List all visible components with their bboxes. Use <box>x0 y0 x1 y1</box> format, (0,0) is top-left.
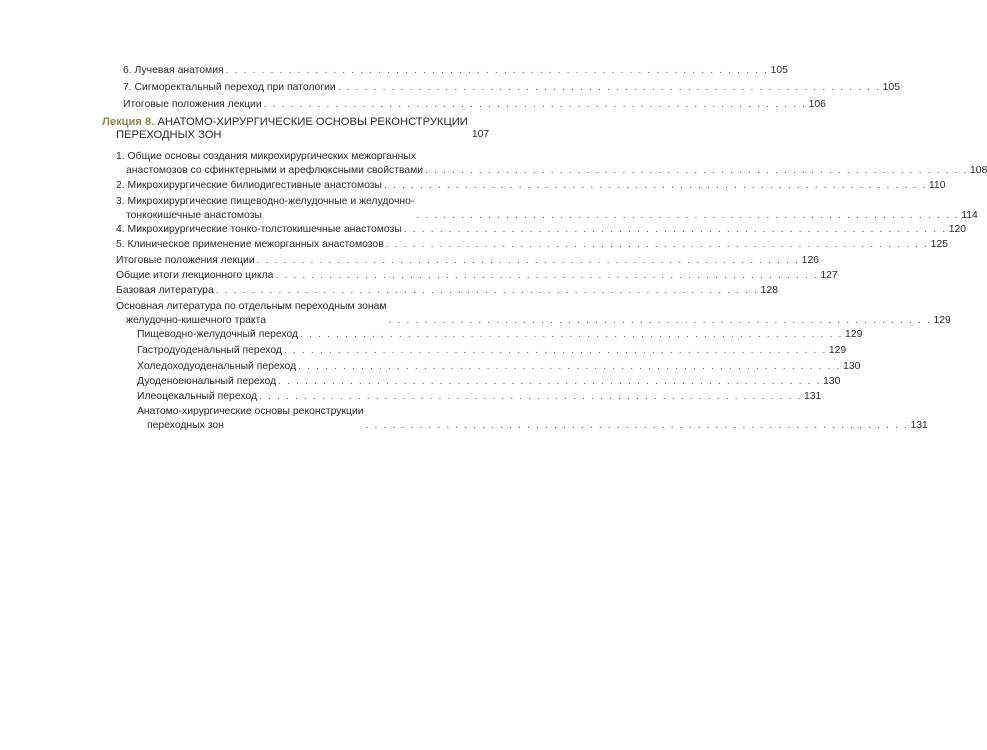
toc-subentry-title: Илеоцекальный переход <box>137 391 258 402</box>
dot-leader: . . . . . . . . . . . . . . . . . . . . . . . . . . . . . . . . . . . . . . . . . . . . . . . . . . . . . . . . . . . . . <box>403 224 947 235</box>
dot-leader: . . . . . . . . . . . . . . . . . . . . . . . . . . . . . . . . . . . . . . . . . . . . . . . . . . . . . . . . . . . . . <box>215 285 759 296</box>
dot-leader: . . . . . . . . . . . . . . . . . . . . . . . . . . . . . . . . . . . . . . . . . . . . . . . . . . . . . . . . . . . . . <box>263 99 807 110</box>
dot-leader: . . . . . . . . . . . . . . . . . . . . . . . . . . . . . . . . . . . . . . . . . . . . . . . . . . . . . . . . . . . . . <box>278 376 822 387</box>
toc-entry-title-cont: желудочно-кишечного тракта <box>126 315 266 326</box>
toc-entry-page: 125 <box>930 239 948 250</box>
toc-entry <box>116 284 778 298</box>
toc-entry-title: 6. Лучевая анатомия <box>123 65 224 76</box>
toc-entry-title: 4. Микрохирургические тонко-толстокишечные анастомозы <box>116 224 402 235</box>
toc-subentry-title: Пищеводно-желудочный переход <box>137 329 299 340</box>
dot-leader: . . . . . . . . . . . . . . . . . . . . . . . . . . . . . . . . . . . . . . . . . . . . . . . . . . . . . . . . . . . . . <box>365 420 909 431</box>
toc-entry <box>116 300 951 328</box>
dot-leader: . . . . . . . . . . . . . . . . . . . . . . . . . . . . . . . . . . . . . . . . . . . . . . . . . . . . . . . . . . . . . <box>256 255 800 266</box>
toc-entry <box>116 269 838 283</box>
dot-leader: . . . . . . . . . . . . . . . . . . . . . . . . . . . . . . . . . . . . . . . . . . . . . . . . . . . . . . . . . . . . . <box>283 345 827 356</box>
dot-leader: . . . . . . . . . . . . . . . . . . . . . . . . . . . . . . . . . . . . . . . . . . . . . . . . . . . . . . . . . . . . . <box>416 210 960 221</box>
toc-subentry <box>137 405 928 433</box>
toc-subentry-title: Холедоходуоденальный переход <box>137 361 297 372</box>
toc-entry-page: 120 <box>948 224 967 235</box>
toc-entry <box>116 179 946 193</box>
toc-subentry <box>137 344 847 358</box>
toc-entry-page: 105 <box>770 65 788 76</box>
toc-entry-title: 1. Общие основы создания микрохирургических межорганных <box>116 151 417 162</box>
dot-leader: . . . . . . . . . . . . . . . . . . . . . . . . . . . . . . . . . . . . . . . . . . . . . . . . . . . . . . . . . . . . . <box>384 180 927 191</box>
toc-entry-title-cont: тонкокишечные анастомозы <box>126 210 262 221</box>
toc-entry-title: Итоговые положения лекции <box>116 255 255 266</box>
toc-entry-title-cont: анастомозов со сфинктерными и арефлюксными свойствами <box>126 165 424 176</box>
toc-subentry-page: 129 <box>828 345 847 356</box>
toc-subentry <box>137 390 822 404</box>
toc-entry-title: 2. Микрохирургические билиодигестивные анастомозы <box>116 180 382 191</box>
toc-entry-title: Итоговые положения лекции <box>123 99 262 110</box>
lecture-label: Лекция 8. <box>102 116 155 128</box>
toc-subentry <box>137 375 841 389</box>
toc-subentry-page: 129 <box>845 329 863 340</box>
toc-entry-page: 129 <box>933 315 951 326</box>
toc-subentry <box>137 328 863 342</box>
toc-subentry-title: Дуоденоеюнальный переход <box>137 376 277 387</box>
dot-leader: . . . . . . . . . . . . . . . . . . . . . . . . . . . . . . . . . . . . . . . . . . . . . . . . . . . . . . . . . . . . . <box>425 165 969 176</box>
dot-leader: . . . . . . . . . . . . . . . . . . . . . . . . . . . . . . . . . . . . . . . . . . . . . . . . . . . . . . . . . . . . . <box>385 239 929 250</box>
toc-entry-page: 114 <box>961 210 978 221</box>
toc-entry-page: 128 <box>760 285 778 296</box>
toc-entry <box>116 254 819 268</box>
toc-entry-page: 105 <box>882 82 900 93</box>
dot-leader: . . . . . . . . . . . . . . . . . . . . . . . . . . . . . . . . . . . . . . . . . . . . . . . . . . . . . . . . . . . . . <box>259 391 802 402</box>
toc-entry <box>123 64 788 78</box>
dot-leader: . . . . . . . . . . . . . . . . . . . . . . . . . . . . . . . . . . . . . . . . . . . . . . . . . . . . . . . . . . . . . <box>275 270 819 281</box>
dot-leader: . . . . . . . . . . . . . . . . . . . . . . . . . . . . . . . . . . . . . . . . . . . . . . . . . . . . . . . . . . . . . <box>388 315 932 326</box>
toc-entry <box>116 223 967 237</box>
toc-entry-page: 106 <box>808 99 826 110</box>
toc-entry <box>116 150 987 178</box>
toc-entry-title: 5. Клиническое применение межорганных анастомозов <box>116 239 384 250</box>
toc-entry-title: Базовая литература <box>116 285 214 296</box>
dot-leader: . . . . . . . . . . . . . . . . . . . . . . . . . . . . . . . . . . . . . . . . . . . . . . . . . . . . . . . . . . . . . <box>225 65 769 76</box>
lecture-heading <box>102 116 490 142</box>
toc-subentry-page: 131 <box>803 391 822 402</box>
toc-subentry-title: Гастродуоденальный переход <box>137 345 282 356</box>
lecture-title-line1: АНАТОМО-ХИРУРГИЧЕСКИЕ ОСНОВЫ РЕКОНСТРУКЦИИ <box>157 116 468 128</box>
toc-entry-page: 110 <box>928 180 946 191</box>
toc-entry <box>123 98 826 112</box>
toc-entry-page: 108 <box>970 165 987 176</box>
lecture-title-line2: ПЕРЕХОДНЫХ ЗОН <box>116 129 222 141</box>
toc-entry-title: 7. Сигморектальный переход при патологии <box>123 82 336 93</box>
toc-entry-title: 3. Микрохирургические пищеводно-желудочные и желудочно- <box>116 196 415 207</box>
toc-subentry-page: 131 <box>910 420 928 431</box>
toc-subentry-title: Анатомо-хирургические основы реконструкции <box>137 406 364 417</box>
dot-leader: . . . . . . . . . . . . . . . . . . . . . . . . . . . . . . . . . . . . . . . . . . . . . . . . . . . . . . . . . . . . . <box>298 361 842 372</box>
toc-entry-title: Основная литература по отдельным переходным зонам <box>116 301 387 312</box>
toc-subentry-page: 130 <box>843 361 861 372</box>
lecture-page: 107 <box>471 129 490 140</box>
toc-entry <box>116 238 948 252</box>
toc-entry-title: Общие итоги лекционного цикла <box>116 270 274 281</box>
toc-entry <box>123 81 900 95</box>
toc-entry-page: 126 <box>801 255 819 266</box>
toc-entry <box>116 195 978 223</box>
toc-subentry <box>137 360 861 374</box>
toc-subentry-page: 130 <box>823 376 841 387</box>
dot-leader: . . . . . . . . . . . . . . . . . . . . . . . . . . . . . . . . . . . . . . . . . . . . . . . . . . . . . . . . . . . . . <box>300 329 844 340</box>
toc-entry-page: 127 <box>820 270 838 281</box>
dot-leader: . . . . . . . . . . . . . . . . . . . . . . . . . . . . . . . . . . . . . . . . . . . . . . . . . . . . . . . . . . . . . <box>337 82 881 93</box>
toc-subentry-title-cont: переходных зон <box>147 420 224 431</box>
